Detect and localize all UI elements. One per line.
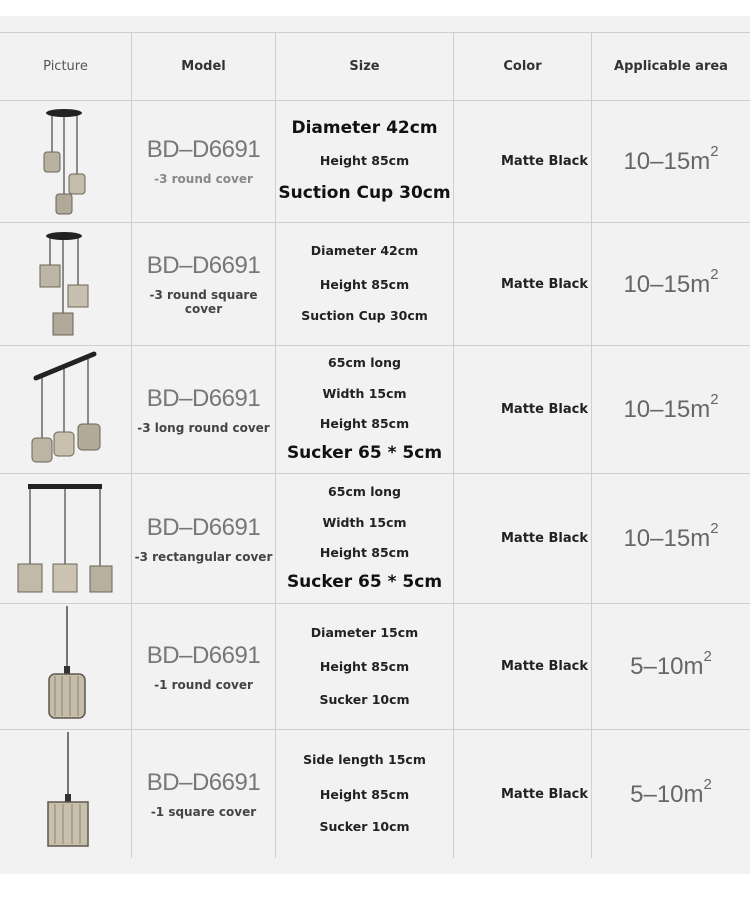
single-pendant-square-icon — [0, 730, 132, 858]
table-row — [0, 730, 750, 858]
table-header-row — [0, 32, 750, 101]
color-value: Matte Black — [501, 659, 588, 674]
size-line: Diameter 15cm — [310, 624, 419, 640]
color-cell — [454, 223, 592, 345]
size-cell — [276, 730, 454, 858]
color-cell — [454, 100, 592, 222]
picture-cell — [0, 730, 132, 858]
model-description: -3 round square cover — [149, 288, 258, 316]
header-model: Model — [132, 33, 276, 100]
model-description: -3 round cover — [154, 172, 253, 186]
size-line: Side length 15cm — [303, 752, 426, 768]
area-value — [630, 775, 712, 809]
table-row — [0, 223, 750, 346]
model-description: -3 long round cover — [137, 420, 270, 435]
area-value — [623, 391, 719, 424]
picture-cell — [0, 100, 132, 222]
model-description: -1 round cover — [154, 677, 253, 692]
color-value: Matte Black — [501, 153, 588, 169]
size-line: Sucker 10cm — [319, 691, 410, 707]
area-cell — [592, 730, 750, 858]
size-line: Height 85cm — [319, 659, 410, 675]
model-cell — [132, 474, 276, 603]
size-line: Height 85cm — [319, 416, 410, 432]
area-cell — [592, 100, 750, 222]
area-cell — [592, 223, 750, 345]
header-picture: Picture — [0, 33, 132, 100]
size-line: 65cm long — [328, 484, 401, 500]
model-code: BD–D6691 — [146, 513, 261, 541]
size-line: Sucker 10cm — [319, 819, 410, 835]
three-pendant-square-round-canopy-icon — [0, 223, 132, 345]
model-code: BD–D6691 — [146, 252, 261, 279]
model-code: BD–D6691 — [146, 641, 261, 669]
color-cell — [454, 346, 592, 473]
model-code: BD–D6691 — [146, 769, 261, 796]
model-code: BD–D6691 — [146, 384, 261, 412]
size-cell — [276, 474, 454, 603]
model-cell — [132, 604, 276, 729]
three-pendant-round-canopy-icon — [0, 100, 132, 222]
size-line: Suction Cup 30cm — [278, 183, 451, 204]
size-line: Width 15cm — [322, 385, 407, 401]
area-value — [623, 142, 719, 176]
size-cell — [276, 223, 454, 345]
single-pendant-round-icon — [0, 604, 132, 729]
table-row — [0, 474, 750, 604]
size-line: Height 85cm — [319, 786, 410, 802]
area-superscript: 2 — [710, 520, 719, 537]
area-value — [630, 648, 712, 681]
color-cell — [454, 474, 592, 603]
color-value: Matte Black — [501, 531, 588, 546]
model-cell — [132, 223, 276, 345]
table-row — [0, 346, 750, 474]
area-number: 10–15m — [623, 396, 711, 423]
picture-cell — [0, 346, 132, 473]
model-cell — [132, 100, 276, 222]
area-superscript: 2 — [710, 142, 719, 160]
model-description: -1 square cover — [150, 805, 257, 819]
size-line: Height 85cm — [319, 152, 410, 168]
picture-cell — [0, 604, 132, 729]
area-number: 10–15m — [623, 525, 711, 552]
table-row — [0, 604, 750, 730]
color-value: Matte Black — [501, 276, 588, 292]
color-value: Matte Black — [501, 402, 588, 417]
size-cell — [276, 604, 454, 729]
size-line: Diameter 42cm — [291, 117, 438, 138]
picture-cell — [0, 223, 132, 345]
area-superscript: 2 — [703, 648, 712, 665]
three-pendant-long-bar-icon — [0, 346, 132, 473]
size-cell — [276, 100, 454, 222]
area-superscript: 2 — [710, 391, 719, 408]
size-line: Sucker 65 * 5cm — [286, 442, 443, 463]
area-number: 5–10m — [630, 780, 704, 808]
area-value — [623, 265, 719, 299]
size-line: Height 85cm — [319, 545, 410, 561]
model-description: -3 rectangular cover — [134, 549, 273, 564]
model-code: BD–D6691 — [146, 136, 261, 163]
model-cell — [132, 730, 276, 858]
header-size: Size — [276, 33, 454, 100]
color-value: Matte Black — [501, 786, 588, 802]
size-line: Width 15cm — [322, 514, 407, 530]
picture-cell — [0, 474, 132, 603]
model-cell — [132, 346, 276, 473]
area-number: 10–15m — [623, 147, 711, 175]
size-cell — [276, 346, 454, 473]
table-row — [0, 100, 750, 223]
area-cell — [592, 604, 750, 729]
area-superscript: 2 — [710, 265, 719, 283]
area-number: 10–15m — [623, 270, 711, 298]
area-cell — [592, 474, 750, 603]
color-cell — [454, 604, 592, 729]
area-cell — [592, 346, 750, 473]
three-pendant-rect-bar-icon — [0, 474, 132, 603]
header-area: Applicable area — [614, 59, 728, 74]
size-line: Sucker 65 * 5cm — [286, 571, 443, 592]
area-value — [623, 520, 719, 553]
area-superscript: 2 — [703, 775, 712, 793]
size-line: Diameter 42cm — [310, 243, 419, 259]
size-line: 65cm long — [328, 355, 401, 371]
header-color: Color — [454, 33, 592, 100]
size-line: Suction Cup 30cm — [301, 308, 428, 324]
area-number: 5–10m — [630, 653, 704, 680]
size-line: Height 85cm — [319, 276, 410, 292]
color-cell — [454, 730, 592, 858]
